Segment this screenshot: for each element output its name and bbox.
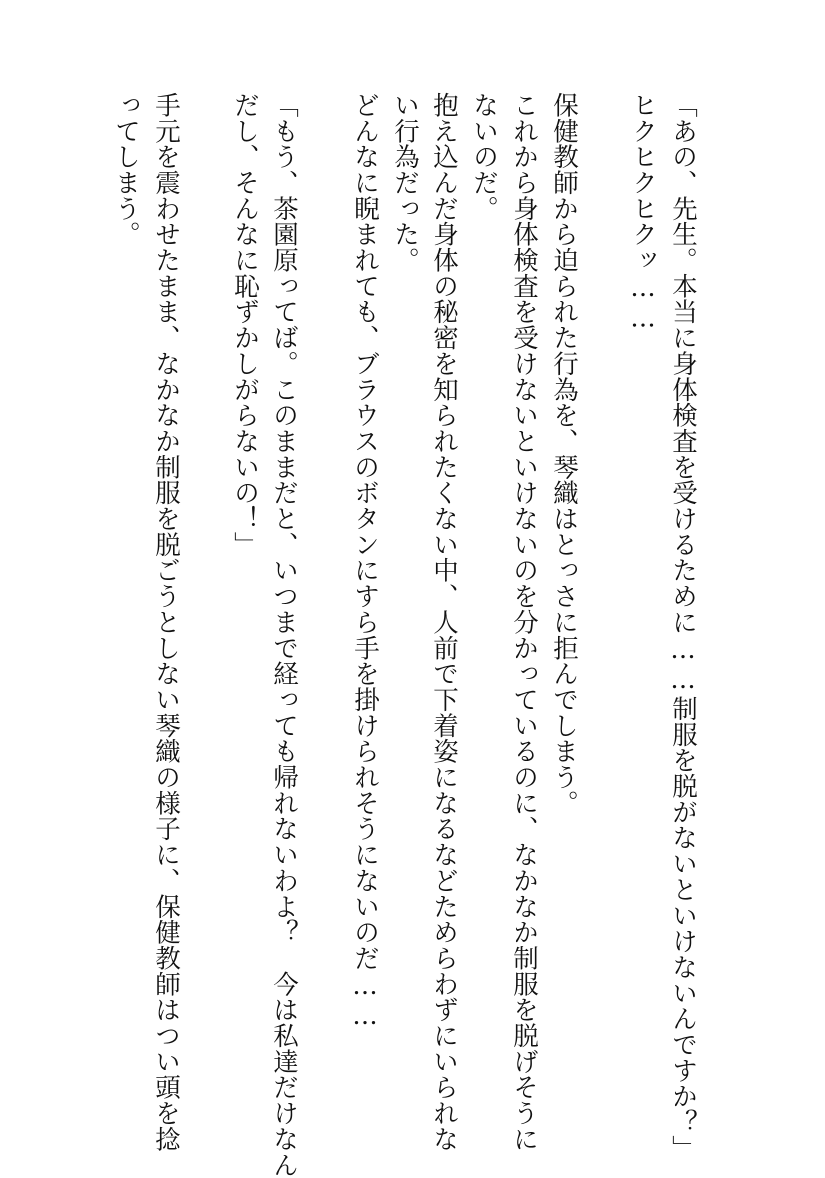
text-line-11: 手元を震わせたまま、なかなか制服を脱ごうとしない琴織の様子に、保健教師はつい頭を捻 — [151, 92, 181, 1152]
text-line-4: これから身体検査を受けないといけないのを分かっているのに、なかなか制服を脱げそうに — [509, 92, 539, 1152]
text-line-7: い行為だった。 — [390, 92, 420, 273]
text-line-6: 抱え込んだ身体の秘密を知られたくない中、人前で下着姿になるなどためらわずにいられな — [429, 92, 459, 1152]
text-line-10: だし、そんなに恥ずかしがらないの！」 — [230, 92, 260, 558]
text-line-8: どんなに睨まれても、ブラウスのボタンにすら手を掛けられそうにないのだ…… — [350, 92, 380, 1032]
text-line-12: ってしまう。 — [111, 92, 141, 248]
text-line-2: ヒクヒクヒクッ…… — [628, 92, 658, 334]
text-line-5: ないのだ。 — [469, 92, 499, 222]
text-line-1: 「あの、先生。本当に身体検査を受けるために……制服を脱がないといけないんですか？」 — [668, 92, 698, 1161]
text-line-9: 「もう、茶園原ってば。このままだと、いつまで経っても帰れないわよ？ 今は私達だけなん — [269, 92, 299, 1178]
text-line-3: 保健教師から迫られた行為を、琴織はとっさに拒んでしまう。 — [549, 92, 579, 816]
